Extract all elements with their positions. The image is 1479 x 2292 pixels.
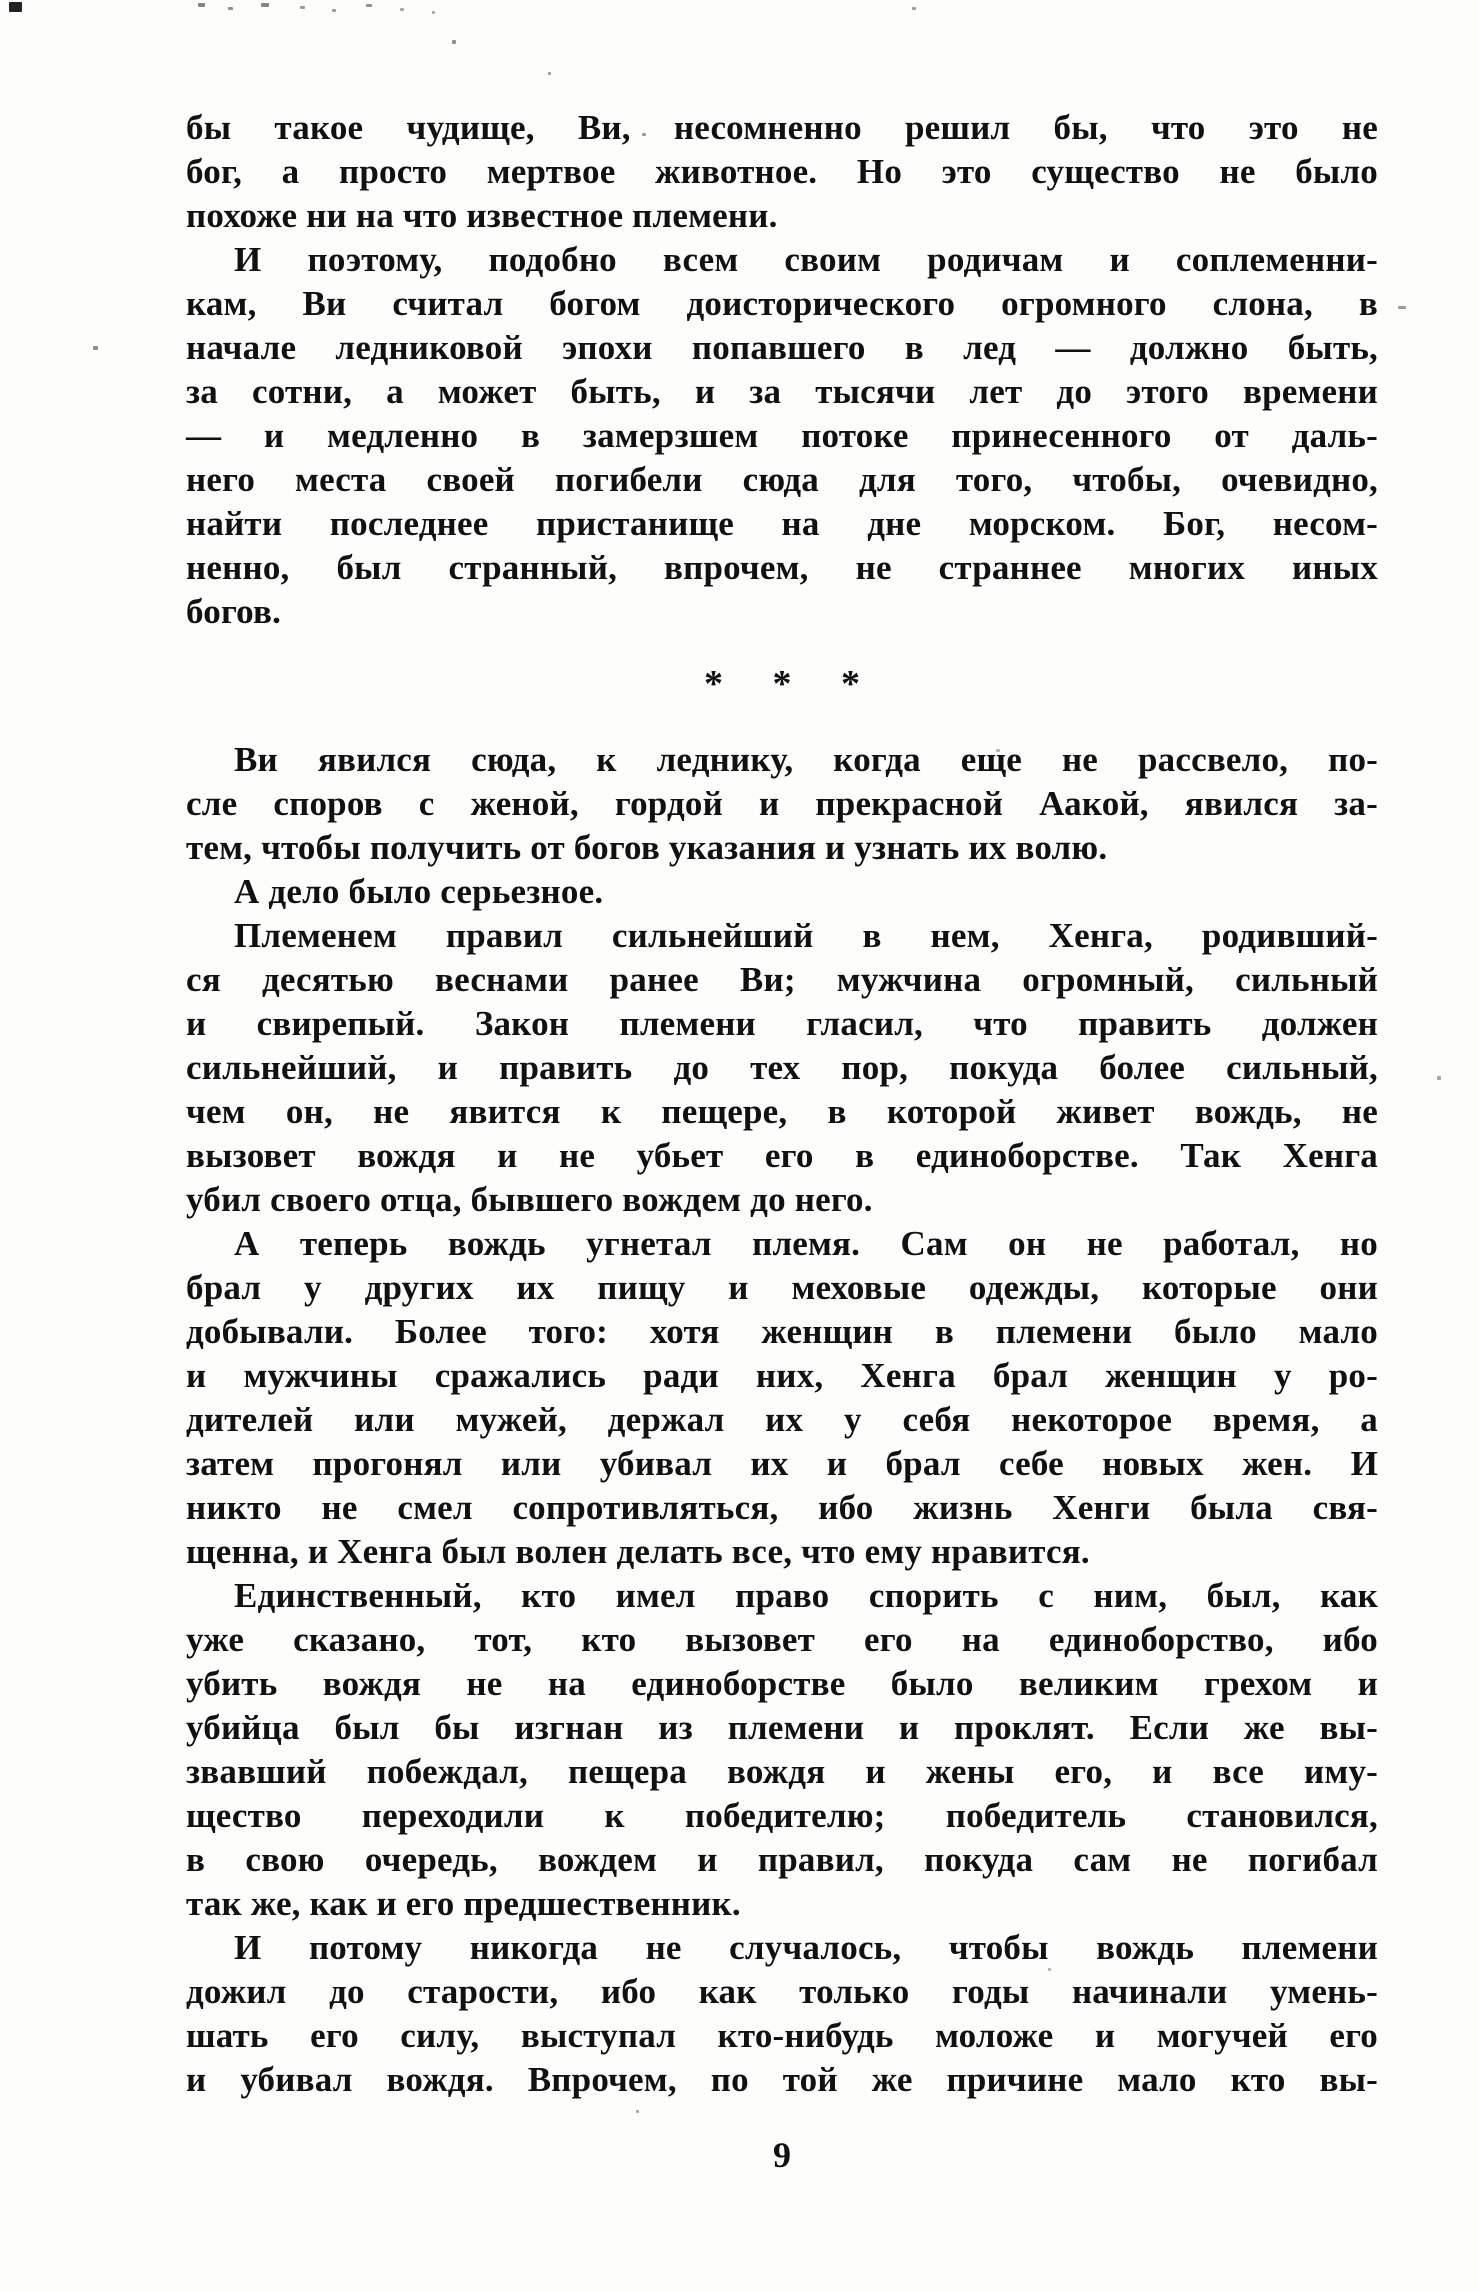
scan-speck	[332, 9, 336, 12]
paragraph	[186, 914, 1378, 1222]
scan-speck	[366, 4, 372, 7]
text-line: щество переходили к победителю; победитель становился,	[186, 1796, 1378, 1835]
paragraph	[186, 738, 1378, 870]
text-line: ся десятью веснами ранее Ви; мужчина огромный, сильный	[186, 960, 1378, 999]
text-line: щенна, и Хенга был волен делать все, что ему нравится.	[186, 1532, 1090, 1571]
text-line: вызовет вождя и не убьет его в единоборстве. Так Хенга	[186, 1136, 1378, 1175]
text-line: дителей или мужей, держал их у себя некоторое время, а	[186, 1400, 1378, 1439]
paragraph	[186, 1222, 1378, 1574]
scan-speck	[1398, 306, 1406, 309]
text-line: А дело было серьезное.	[234, 872, 604, 911]
text-line: начале ледниковой эпохи попавшего в лед — должно быть,	[186, 328, 1378, 367]
paragraph	[186, 106, 1378, 238]
paragraph	[186, 1574, 1378, 1926]
text-line: найти последнее пристанище на дне морском. Бог, несом-	[186, 504, 1378, 543]
text-line: так же, как и его предшественник.	[186, 1884, 741, 1923]
text-line: дожил до старости, ибо как только годы начинали умень-	[186, 1972, 1378, 2011]
scan-speck	[261, 3, 269, 7]
text-line: кам, Ви считал богом доисторического огромного слона, в	[186, 284, 1378, 323]
text-line: и мужчины сражались ради них, Хенга брал женщин у ро-	[186, 1356, 1378, 1395]
text-line: И поэтому, подобно всем своим родичам и соплеменни-	[234, 240, 1378, 279]
scan-speck	[452, 40, 456, 44]
text-line: тем, чтобы получить от богов указания и узнать их волю.	[186, 828, 1108, 867]
page-number: 9	[773, 2135, 791, 2175]
text-line: в свою очередь, вождем и правил, покуда сам не погибал	[186, 1840, 1378, 1879]
paragraph	[186, 238, 1378, 634]
text-line: — и медленно в замерзшем потоке принесенного от даль-	[186, 416, 1378, 455]
text-line: убить вождя не на единоборстве было великим грехом и	[186, 1664, 1378, 1703]
text-line: и свирепый. Закон племени гласил, что править должен	[186, 1004, 1378, 1043]
text-line: сильнейший, и править до тех пор, покуда более сильный,	[186, 1048, 1378, 1087]
text-line: похоже ни на что известное племени.	[186, 196, 778, 235]
text-line: бог, а просто мертвое животное. Но это существо не было	[186, 152, 1378, 191]
text-line: А теперь вождь угнетал племя. Сам он не работал, но	[234, 1224, 1378, 1263]
text-line: сле споров с женой, гордой и прекрасной Аакой, явился за-	[186, 784, 1378, 823]
text-line: него места своей погибели сюда для того, чтобы, очевидно,	[186, 460, 1378, 499]
text-line: Единственный, кто имел право спорить с ним, был, как	[234, 1576, 1378, 1615]
text-line: убил своего отца, бывшего вождем до него.	[186, 1180, 873, 1219]
scan-speck	[400, 8, 404, 11]
scan-speck	[1437, 1076, 1441, 1080]
text-line: уже сказано, тот, кто вызовет его на единоборство, ибо	[186, 1620, 1378, 1659]
page-text	[186, 106, 1378, 2102]
scan-speck	[228, 7, 233, 10]
scan-speck	[9, 2, 22, 12]
text-line: звавший побеждал, пещера вождя и жены его, и все иму-	[186, 1752, 1378, 1791]
text-line: затем прогонял или убивал их и брал себе новых жен. И	[186, 1444, 1378, 1483]
text-line: ненно, был странный, впрочем, не страннее многих иных	[186, 548, 1378, 587]
text-line: за сотни, а может быть, и за тысячи лет до этого времени	[186, 372, 1378, 411]
text-line: И потому никогда не случалось, чтобы вождь племени	[234, 1928, 1378, 1967]
paragraph	[186, 1926, 1378, 2102]
scan-speck	[996, 749, 1000, 752]
text-line: никто не смел сопротивляться, ибо жизнь Хенги была свя-	[186, 1488, 1378, 1527]
scan-speck	[300, 6, 305, 9]
text-line: убийца был бы изгнан из племени и проклят. Если же вы-	[186, 1708, 1378, 1747]
text-line: бы такое чудище, Ви, несомненно решил бы, что это не	[186, 108, 1378, 147]
scan-speck	[198, 3, 205, 7]
section-separator: * * *	[704, 663, 880, 705]
scan-speck	[548, 72, 551, 75]
scan-speck	[810, 129, 814, 132]
text-line: и убивал вождя. Впрочем, по той же причине мало кто вы-	[186, 2060, 1378, 2099]
text-line: брал у других их пищу и меховые одежды, которые они	[186, 1268, 1378, 1307]
scan-speck	[912, 7, 916, 10]
text-line: добывали. Более того: хотя женщин в племени было мало	[186, 1312, 1378, 1351]
scan-speck	[432, 11, 435, 14]
text-line: чем он, не явится к пещере, в которой живет вождь, не	[186, 1092, 1378, 1131]
text-line: Племенем правил сильнейший в нем, Хенга, родивший-	[234, 916, 1378, 955]
scan-speck	[642, 133, 646, 136]
text-line: Ви явился сюда, к леднику, когда еще не рассвело, по-	[234, 740, 1378, 779]
scan-speck	[636, 2110, 639, 2113]
text-line: шать его силу, выступал кто-нибудь моложе и могучей его	[186, 2016, 1378, 2055]
scan-speck	[1048, 1968, 1051, 1971]
text-line: богов.	[186, 592, 282, 631]
paragraph	[186, 870, 1378, 914]
scan-speck	[93, 346, 98, 350]
